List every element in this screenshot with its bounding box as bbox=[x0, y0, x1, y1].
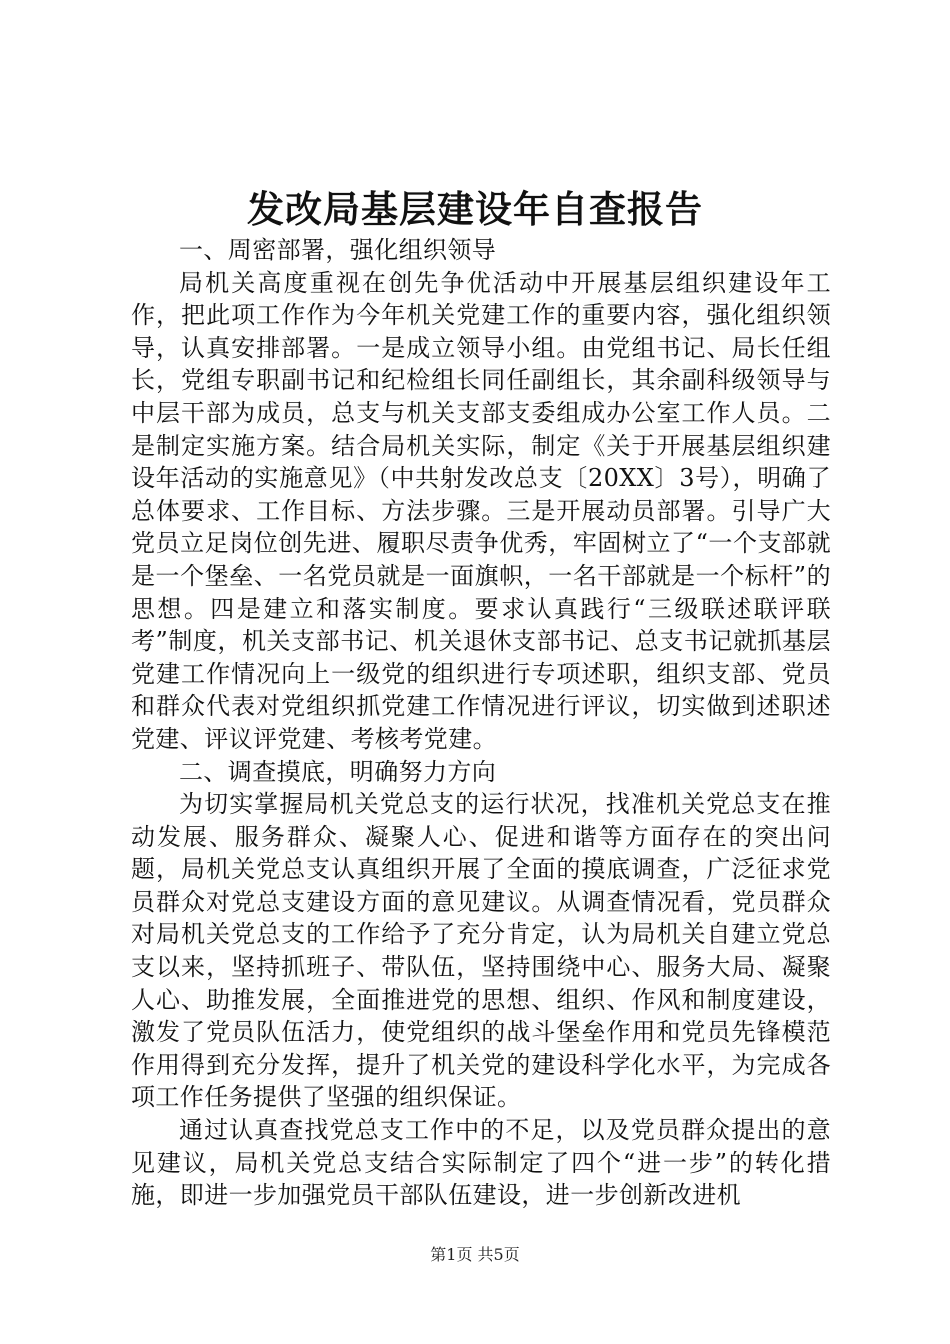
paragraph-2: 为切实掌握局机关党总支的运行状况，找准机关党总支在推动发展、服务群众、凝聚人心、促进和谐等方面存在的突出问题，局机关党总支认真组织开展了全面的摸底调查，广泛征求党员群众对党总支建设方面的意见建议。从调查情况看，党员群众对局机关党总支的工作给予了充分肯定，认为局机关自建立党总支以来，坚持抓班子、带队伍，坚持围绕中心、服务大局、凝聚人心、助推发展，全面推进党的思想、组织、作风和制度建设，激发了党员队伍活力，使党组织的战斗堡垒作用和党员先锋模范作用得到充分发挥，提升了机关党的建设科学化水平，为完成各项工作任务提供了坚强的组织保证。 bbox=[131, 790, 831, 1112]
document-title: 发改局基层建设年自查报告 bbox=[247, 187, 703, 231]
page-footer: 第1页 共5页 bbox=[430, 1245, 520, 1264]
section-heading-2: 二、调查摸底，明确努力方向 bbox=[179, 757, 497, 786]
document-body bbox=[131, 234, 831, 1212]
paragraph-3: 通过认真查找党总支工作中的不足，以及党员群众提出的意见建议，局机关党总支结合实际制定了四个“进一步”的转化措施，即进一步加强党员干部队伍建设，进一步创新改进机 bbox=[131, 1116, 831, 1210]
paragraph-1: 局机关高度重视在创先争优活动中开展基层组织建设年工作，把此项工作作为今年机关党建工作的重要内容，强化组织领导，认真安排部署。一是成立领导小组。由党组书记、局长任组长，党组专职副书记和纪检组长同任副组长，其余副科级领导与中层干部为成员，总支与机关支部支委组成办公室工作人员。二是制定实施方案。结合局机关实际，制定《关于开展基层组织建设年活动的实施意见》（中共射发改总支〔20XX〕3号），明确了总体要求、工作目标、方法步骤。三是开展动员部署。引导广大党员立足岗位创先进、履职尽责争优秀，牢固树立了“一个支部就是一个堡垒、一名党员就是一面旗帜，一名干部就是一个标杆”的思想。四是建立和落实制度。要求认真践行“三级联述联评联考”制度，机关支部书记、机关退休支部书记、总支书记就抓基层党建工作情况向上一级党的组织进行专项述职，组织支部、党员和群众代表对党组织抓党建工作情况进行评议，切实做到述职述党建、评议评党建、考核考党建。 bbox=[131, 268, 831, 753]
section-heading-1: 一、周密部署，强化组织领导 bbox=[179, 236, 497, 264]
